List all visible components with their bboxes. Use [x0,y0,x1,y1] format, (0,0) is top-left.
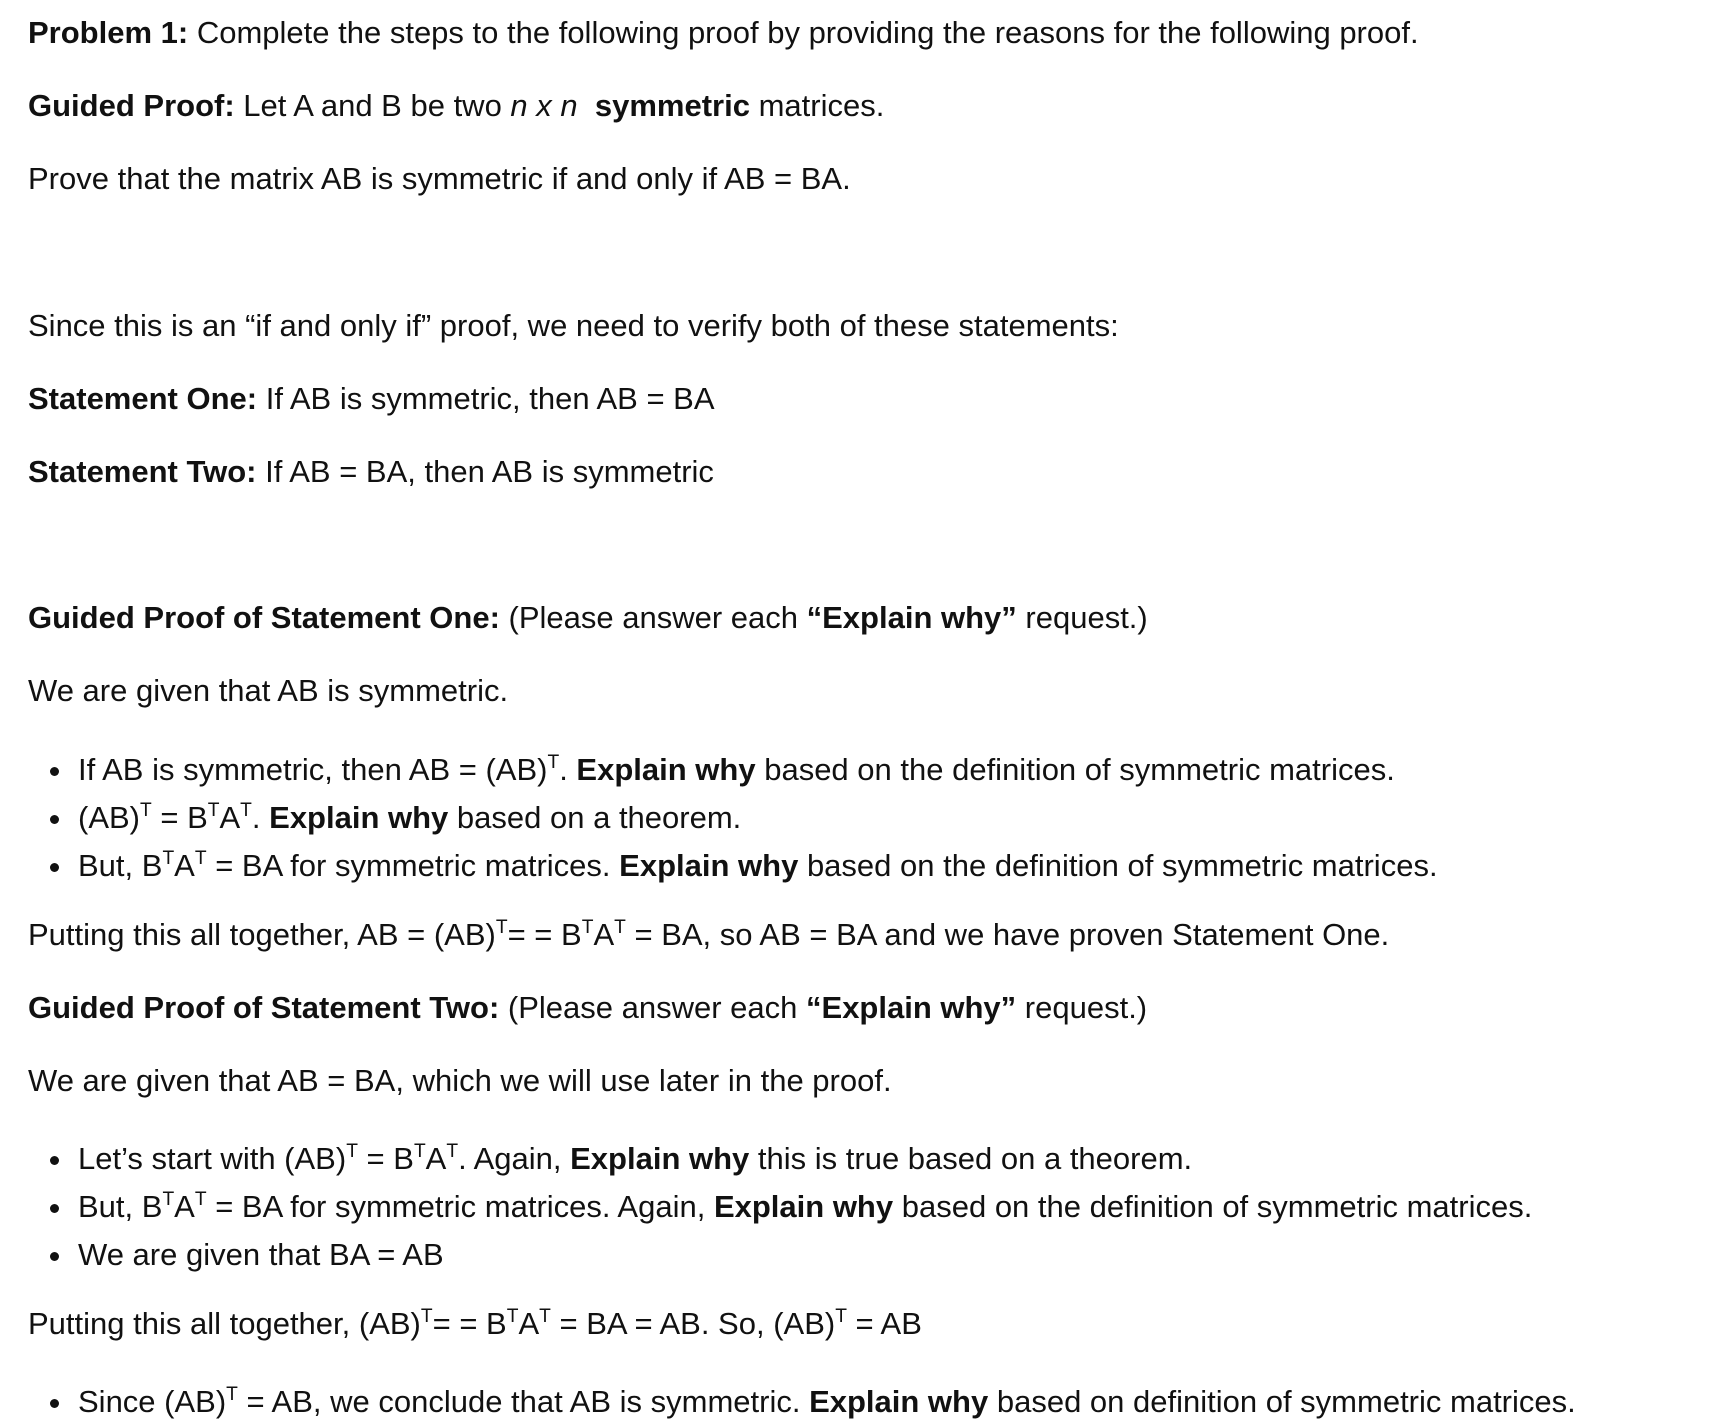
step-text: = B [357,1141,414,1177]
step-text: A [219,799,241,835]
transpose-sup: T [194,1189,207,1211]
step-text: this is true based on a theorem. [749,1141,1193,1177]
proof-two-conclusion [28,1305,1720,1342]
guided-proof-text: Let A and B be two [234,88,511,124]
step-text: = B [151,799,208,835]
explain-why: Explain why [809,1384,989,1420]
iff-intro: Since this is an “if and only if” proof, we need to verify both of these statements: [28,307,1119,343]
transpose-sup: T [614,916,626,938]
transpose-sup: T [346,1141,358,1163]
conclusion-text: = BA = AB. So, (AB) [550,1306,836,1342]
statement-one-label: Statement One: [28,380,258,416]
step-text: based on a theorem. [448,799,742,835]
statement-one-text: If AB is symmetric, then AB = BA [257,380,715,416]
transpose-sup: T [140,799,152,821]
proof-one-conclusion [28,916,1720,953]
conclusion-text: A [518,1306,540,1342]
step-text: Let’s start with (AB) [78,1141,347,1177]
symmetric-word: symmetric [594,88,750,124]
problem-text: Complete the steps to the following proof by providing the reasons for the following proof. [188,15,1419,50]
transpose-sup: T [495,916,508,938]
step-text: based on definition of symmetric matrices. [988,1384,1576,1420]
proof-two-given: We are given that AB = BA, which we will use later in the proof. [28,1062,892,1098]
transpose-sup: T [226,1384,238,1406]
step-text: = AB, we conclude that AB is symmetric. [237,1384,810,1420]
step-text: based on the definition of symmetric matrices. [755,751,1395,787]
conclusion-text: = = B [507,916,582,952]
conclusion-text: Putting this all together, (AB) [28,1306,421,1342]
step-text: . Again, [458,1141,571,1177]
proof-one-heading-end: request.) [1016,600,1148,636]
explain-why: Explain why [619,847,799,883]
list-item [28,1135,1720,1183]
conclusion-text: = BA, so AB = BA and we have proven Statement One. [625,916,1390,952]
transpose-sup: T [420,1306,433,1328]
step-text: Since (AB) [78,1384,227,1420]
conclusion-text: A [593,916,615,952]
matrix-size: n x n [510,88,578,124]
step-text: A [174,1189,195,1225]
transpose-sup: T [835,1306,847,1328]
explain-why: Explain why [570,1141,750,1177]
guided-proof-intro [28,87,1720,124]
step-text: A [174,847,195,883]
proof-one-heading-label: Guided Proof of Statement One: [28,600,500,636]
step-text: . [251,799,270,835]
explain-why: Explain why [713,1189,894,1225]
transpose-sup: T [547,751,560,773]
prove-line: Prove that the matrix AB is symmetric if and only if AB = BA. [28,161,851,197]
list-item [28,842,1720,890]
step-text: A [425,1141,447,1177]
proof-two-final-step [28,1378,1720,1426]
statement-two [28,453,1720,490]
transpose-sup: T [413,1141,426,1163]
list-item [28,1378,1720,1426]
proof-two-steps [28,1135,1720,1279]
proof-one-heading [28,599,1720,636]
explain-why: Explain why [576,751,756,787]
list-item [28,794,1720,842]
step-text: We are given that BA = AB [78,1237,444,1273]
proof-two-heading [28,989,1720,1026]
step-text: But, B [78,847,163,883]
transpose-sup: T [446,1141,459,1163]
statement-two-label: Statement Two: [28,453,257,489]
conclusion-text: = AB [846,1306,922,1342]
step-text: If AB is symmetric, then AB = (AB) [78,751,548,787]
step-text: But, B [78,1189,163,1225]
step-text: = BA for symmetric matrices. [206,847,620,883]
statement-one [28,380,1720,417]
proof-two-explain-why: “Explain why” [806,989,1017,1025]
step-text: based on the definition of symmetric matrices. [798,847,1438,883]
transpose-sup: T [162,847,175,869]
transpose-sup: T [539,1306,551,1328]
conclusion-text: = = B [432,1306,507,1342]
list-item [28,746,1720,794]
proof-one-steps [28,746,1720,890]
transpose-sup: T [240,799,252,821]
guided-proof-label: Guided Proof: [28,88,235,124]
explain-why: Explain why [269,799,449,835]
list-item [28,1231,1720,1279]
step-text: based on the definition of symmetric matrices. [893,1189,1533,1225]
list-item [28,1183,1720,1231]
problem-statement [28,14,1720,51]
step-text: (AB) [78,799,140,835]
proof-two-heading-label: Guided Proof of Statement Two: [28,989,500,1025]
step-text: . [559,751,577,787]
problem-label: Problem 1: [28,15,189,50]
statement-two-text: If AB = BA, then AB is symmetric [256,453,714,489]
proof-two-heading-end: request.) [1016,989,1148,1025]
transpose-sup: T [194,847,207,869]
conclusion-text: Putting this all together, AB = (AB) [28,916,496,952]
proof-one-explain-why: “Explain why” [806,600,1017,636]
guided-proof-text-end: matrices. [749,88,885,124]
transpose-sup: T [581,916,594,938]
proof-two-heading-text: (Please answer each [499,989,807,1025]
transpose-sup: T [162,1189,175,1211]
transpose-sup: T [506,1306,519,1328]
proof-one-given: We are given that AB is symmetric. [28,673,509,709]
step-text: = BA for symmetric matrices. Again, [206,1189,714,1225]
proof-one-heading-text: (Please answer each [499,600,807,636]
transpose-sup: T [207,799,220,821]
